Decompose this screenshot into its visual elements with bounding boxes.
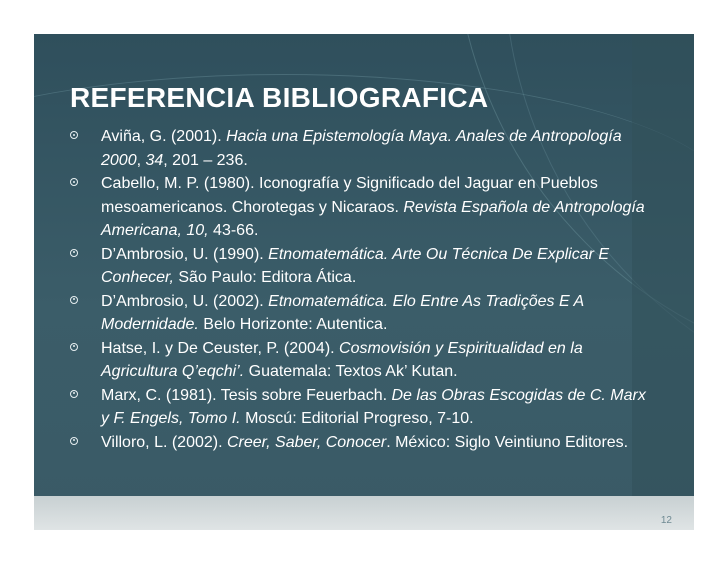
slide-title: REFERENCIA BIBLIOGRAFICA	[70, 82, 489, 113]
reference-text: D’Ambrosio, U. (1990).	[101, 245, 269, 263]
reference-text: , 201 – 236.	[163, 151, 248, 169]
reference-title-text: Creer, Saber, Conocer	[227, 433, 387, 451]
page-number: 12	[660, 515, 672, 526]
reference-list	[64, 125, 650, 454]
reference-title-text: Revista Española de Antropología Americana, 10,	[101, 198, 645, 239]
reference-item	[64, 172, 650, 243]
reference-item	[64, 337, 650, 384]
reference-title-text: De las Obras Escogidas de C. Marx y F. Engels, Tomo I.	[101, 386, 646, 427]
reference-title-text: Cosmovisión y Espiritualidad en la Agricultura Q’eqchi’.	[101, 339, 583, 380]
reference-title-text: Etnomatemática. Arte Ou Técnica De Explicar E Conhecer,	[101, 245, 610, 286]
circle-dot-bullet-icon	[70, 296, 78, 304]
reference-item	[64, 290, 650, 337]
footer-band	[34, 496, 694, 530]
reference-text: ,	[136, 151, 146, 169]
circle-dot-bullet-icon	[70, 343, 78, 351]
circle-dot-bullet-icon	[70, 390, 78, 398]
circle-dot-bullet-icon	[70, 178, 78, 186]
reference-text: Aviña, G. (2001).	[101, 128, 227, 145]
reference-text: 43-66.	[208, 222, 259, 239]
circle-dot-bullet-icon	[70, 249, 78, 257]
circle-dot-bullet-icon	[70, 131, 78, 139]
circle-dot-bullet-icon	[70, 437, 78, 445]
reference-text: Cabello, M. P. (1980). Iconografía y Significado del Jaguar en Pueblos mesoamericanos. Chorotegas y Nicaraos.	[101, 175, 598, 216]
reference-text: Villoro, L. (2002).	[101, 433, 227, 451]
reference-item	[64, 243, 650, 290]
reference-title-text: 34	[145, 151, 164, 169]
reference-title-text: Etnomatemática. Elo Entre As Tradições E A Modernidade.	[101, 292, 584, 333]
reference-item	[64, 384, 650, 431]
reference-text: Belo Horizonte: Autentica.	[198, 316, 388, 333]
reference-text: São Paulo: Editora Ática.	[173, 269, 357, 286]
reference-text: Guatemala: Textos Ak’ Kutan.	[244, 363, 458, 380]
reference-text: Moscú: Editorial Progreso, 7-10.	[240, 410, 474, 427]
reference-title-text: Hacia una Epistemología Maya. Anales de Antropología 2000	[101, 128, 622, 169]
reference-item	[64, 431, 650, 455]
reference-text: Hatse, I. y De Ceuster, P. (2004).	[101, 339, 340, 357]
slide	[34, 34, 694, 530]
reference-text: D’Ambrosio, U. (2002).	[101, 292, 269, 310]
reference-item	[64, 125, 650, 172]
reference-text: Marx, C. (1981). Tesis sobre Feuerbach.	[101, 386, 392, 404]
reference-text: . México: Siglo Veintiuno Editores.	[386, 433, 629, 451]
